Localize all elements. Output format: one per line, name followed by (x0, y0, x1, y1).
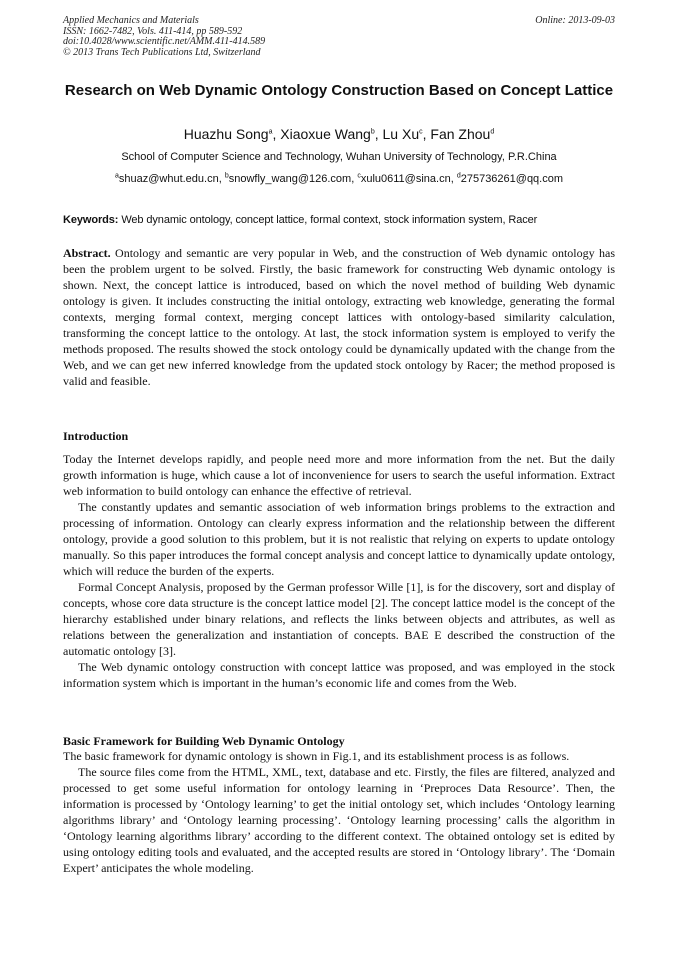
paragraph: Formal Concept Analysis, proposed by the German professor Wille [1], is for the discovery, sort and display of concepts, whose core data structure is the concept lattice model [2]. The concept lattice model is the concept of the hierarchy established under binary relations, and reflects the links between objects and attributes, as well as relations between the generalization and instantiation of concepts. BAE E described the construction of the automatic ontology [3]. (63, 580, 615, 658)
email-mark: b (224, 172, 229, 180)
paper-title: Research on Web Dynamic Ontology Construction Based on Concept Lattice (64, 82, 614, 99)
email-mark: a (114, 172, 119, 180)
author-name: Lu Xu (382, 126, 420, 142)
journal-header (63, 16, 615, 58)
keywords-label: Keywords: (63, 214, 119, 226)
affiliation: School of Computer Science and Technology, Wuhan University of Technology, P.R.China (121, 151, 557, 163)
author-mark: d (490, 128, 495, 136)
paragraph: The Web dynamic ontology construction with concept lattice was proposed, and was employed in the stock information system which is important in the human’s economic life and comes from the Web. (63, 660, 615, 690)
author-mark: b (370, 128, 375, 136)
email-address[interactable]: xulu0611@sina.cn (360, 173, 451, 185)
paragraph: The source files come from the HTML, XML, text, database and etc. Firstly, the files are filtered, analyzed and processed to get some useful information for ontology learning in ‘Preproces Data Resource’. Then, the information is processed by ‘Ontology learning’ to get the initial ontology set, which includes ‘Ontology learning algorithms library’ and ‘Ontology learning processing’. ‘Ontology learning processing’ calls the algorithm in ‘Ontology learning algorithms library’ according to the different context. The obtained ontology set is edited by using ontology editing tools and evaluated, and the accepted results are stored in ‘Ontology library’. The ‘Domain Expert’ anticipates the whole modeling. (63, 765, 615, 875)
paragraph: The constantly updates and semantic association of web information brings problems to the extraction and processing of information. Ontology can clearly express information and the relationship between the different ontology, provide a good solution to this problem, but it is not realistic that relying on experts to update ontology manually. So this paper introduces the formal concept analysis and concept lattice to dynamically update ontology, which will reduce the burden of the experts. (63, 500, 615, 578)
abstract-label: Abstract. (63, 246, 111, 260)
author-mark: a (268, 128, 273, 136)
paragraph: Today the Internet develops rapidly, and people need more and more information from the net. But the daily growth information is huge, which cause a lot of inconvenience for users to search the useful information. Extract web information to build ontology can enhance the effective of retrieval. (63, 452, 615, 498)
abstract (63, 245, 615, 389)
online-date: Online: 2013-09-03 (535, 15, 615, 26)
email-address[interactable]: 275736261@qq.com (460, 173, 564, 185)
keywords-text: Web dynamic ontology, concept lattice, formal context, stock information system, Racer (121, 214, 538, 226)
copyright-line: © 2013 Trans Tech Publications Ltd, Switzerland (63, 46, 261, 58)
author-list: Huazhu Song$^a$, Xiaoxue Wang$^b$, Lu Xu$^c$, Fan Zhou$^d$ (183, 126, 495, 142)
framework-heading: Basic Framework for Building Web Dynamic Ontology (63, 734, 345, 748)
author-name: Fan Zhou (430, 126, 491, 142)
author-mark: c (419, 128, 423, 136)
journal-name: Applied Mechanics and Materials (63, 15, 199, 26)
email-list: $^a$shuaz@whut.edu.cn, $^b$snowfly_wang@126.com, $^c$xulu0611@sina.cn, $^d$275736261@qq.com (114, 172, 564, 185)
keywords (63, 213, 615, 227)
introduction-body (63, 451, 615, 691)
introduction-heading: Introduction (63, 429, 129, 443)
doi-line: doi:10.4028/www.scientific.net/AMM.411-414.589 (63, 36, 266, 47)
abstract-text: Ontology and semantic are very popular in Web, and the construction of Web dynamic ontology has been the problem urgent to be solved. Firstly, the basic framework for constructing Web dynamic ontology is shown. Next, the concept lattice is introduced, based on which the novel method of building Web dynamic ontology is given. It includes constructing the initial ontology, extracting web knowledge, generating the formal contexts, merging formal context, merging concept lattices with ontology-based similarity calculation, transforming the concept lattice to the ontology. At last, the stock information system is employed to verify the methods proposed. The results showed the stock ontology could be dynamically updated with the change from the Web, and we can get new inferred knowledge from the updated stock ontology by Racer; the method proposed is valid and feasible. (63, 246, 616, 388)
author-name: Huazhu Song (183, 126, 269, 142)
email-address[interactable]: snowfly_wang@126.com (228, 173, 352, 185)
paragraph: The basic framework for dynamic ontology is shown in Fig.1, and its establishment process is as follows. (63, 749, 570, 763)
author-name: Xiaoxue Wang (280, 126, 371, 142)
email-mark: d (456, 172, 461, 180)
email-mark: c (357, 172, 361, 180)
framework-body (63, 748, 615, 876)
email-address[interactable]: shuaz@whut.edu.cn (118, 173, 219, 185)
issn-line: ISSN: 1662-7482, Vols. 411-414, pp 589-592 (63, 25, 243, 37)
